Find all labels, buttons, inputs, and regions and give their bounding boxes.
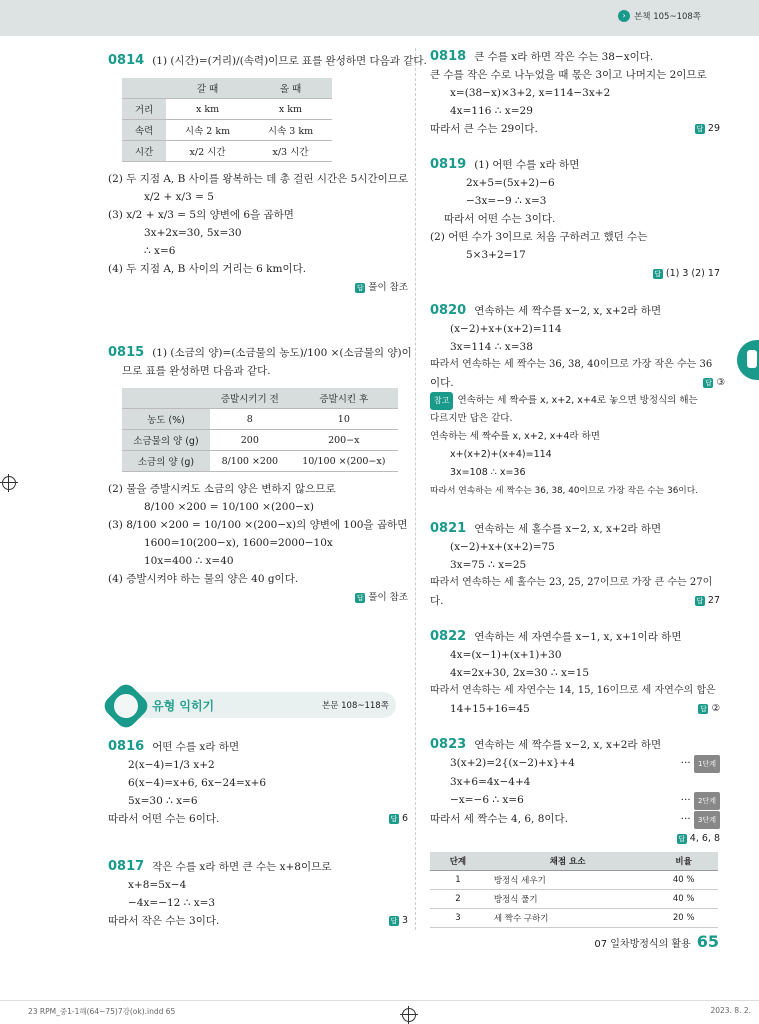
note-badge: 참고 [430,392,453,410]
column-divider [415,48,416,930]
problem-0817: 0817 작은 수를 x라 하면 큰 수는 x+8이므로 x+8=5x−4 −4x=−12 ∴ x=3 따라서 작은 수는 3이다. 답 3 [108,858,408,930]
answer-icon: 답 [678,835,686,843]
answer: 답 풀이 참조 [356,282,408,293]
note-box: 참고 연속하는 세 짝수를 x, x+2, x+4로 놓으면 방정식의 해는 다르지만 답은 같다. 연속하는 세 짝수를 x, x+2, x+4라 하면 x+(x+2)+(x+4)=114 3x=108 ∴ x=36 따라서 연속하는 세 짝수는 36, 38, 40이므로 가장 작은 수는 36이다. [430,392,725,500]
textbook-reference: › 본책 105~108쪽 [618,10,701,22]
answer-icon: 답 [356,594,364,602]
table-row: 3 세 짝수 구하기 20 % [430,909,718,928]
chapter-side-tab [737,340,759,380]
step-badge: 3단계 [694,811,720,829]
answer-icon: 답 [390,917,398,925]
answer-icon: 답 [654,270,662,278]
problem-0822: 0822 연속하는 세 자연수를 x−1, x, x+1이라 하면 4x=(x−1)+(x+1)+30 4x=2x+30, 2x=30 ∴ x=15 따라서 연속하는 세 자연수는 14, 15, 16이므로 세 자연수의 합은 14+15+16=45 답 ② [430,628,720,718]
table-row: 1 방정식 세우기 40 % [430,871,718,890]
answer: 답 ③ [705,377,725,388]
answer: 답 6 [390,813,408,824]
time-table: 갈 때 올 때 거리 x km x km 속력 시속 2 km 시속 3 km 시간 x/2 시간 x/3 시간 [122,78,332,162]
mascot-icon [114,694,138,718]
answer-icon: 답 [700,705,707,713]
problem-0821: 0821 연속하는 세 홀수를 x−2, x, x+2라 하면 (x−2)+x+(x+2)=75 3x=75 ∴ x=25 따라서 연속하는 세 홀수는 23, 25, 27이므로 가장 큰 수는 27이 다. 답 27 [430,520,720,610]
problem-0818: 0818 큰 수를 x라 하면 작은 수는 38−x이다. 큰 수를 작은 수로 나누었을 때 몫은 3이고 나머지는 2이므로 x=(38−x)×3+2, x=114−3x+2 4x=116 ∴ x=29 따라서 큰 수는 29이다. 답 29 [430,48,720,138]
print-info: 23 RPM_중1-1해(64~75)7강(ok).indd 65 [28,1007,176,1016]
footer-chapter: 07 일차방정식의 활용 65 [594,932,719,951]
page-number: 65 [696,932,719,951]
answer-icon: 답 [705,379,712,387]
step-badge: 2단계 [694,792,720,810]
answer: 답 3 [390,915,408,926]
chevron-right-icon: › [618,10,630,22]
problem-0823: 0823 연속하는 세 짝수를 x−2, x, x+2라 하면 3(x+2)=2{(x−2)+x}+4 ··· 1단계 3x+6=4x−4+4 −x=−6 ∴ x=6 ··· 2단계 따라서 세 짝수는 4, 6, 8이다. ··· 3단계 답 4, 6, 8 단계 채점 요소 비율 1 방정식 세우기 40 % 2 방정식 풀기 40 % 3 세 짝수 구하기 20 % [430,736,720,928]
problem-0815: 0815 (1) (소금의 양)=(소금물의 농도)/100 ×(소금물의 양)이 므로 표를 완성하면 다음과 같다. 증발시키기 전 증발시킨 후 농도 (%) 8 10 소금물의 양 (g) 200 200−x 소금의 양 (g) 8/100 ×200 10/100 ×(200−x) (2) 물을 증발시켜도 소금의 양은 변하지 않으므로 8/100 ×200 = 10/100 ×(200−x) (3) 8/100 ×200 = 10/100 ×(200−x)의 양변에 100을 곱하면 1600=10(200−x), 1600=2000−10x 10x=400 ∴ x=40 (4) 증발시켜야 하는 물의 양은 40 g이다. 답 풀이 참조 [108,344,408,607]
problem-0814: 0814 (1) (시간)=(거리)/(속력)이므로 표를 완성하면 다음과 같다. 갈 때 올 때 거리 x km x km 속력 시속 2 km 시속 3 km 시간 x/2 시간 x/3 시간 (2) 두 지점 A, B 사이를 왕복하는 데 총 걸린 시간은 5시간이므로 x/2 + x/3 = 5 (3) x/2 + x/3 = 5의 양변에 6을 곱하면 3x+2x=30, 5x=30 ∴ x=6 (4) 두 지점 A, B 사이의 거리는 6 km이다. 답 풀이 참조 [108,52,408,297]
answer-icon: 답 [696,597,704,605]
answer: 답 (1) 3 (2) 17 [654,268,720,279]
section-title: 유형 익히기 [152,699,215,713]
problem-number: 0814 [108,53,145,68]
table-row: 2 방정식 풀기 40 % [430,890,718,909]
answer: 답 29 [696,123,720,134]
problem-0820: 0820 연속하는 세 짝수를 x−2, x, x+2라 하면 (x−2)+x+(x+2)=114 3x=114 ∴ x=38 따라서 연속하는 세 짝수는 36, 38, 40이므로 가장 작은 수는 36 이다. 답 ③ 참고 연속하는 세 짝수를 x, x+2, x+4로 놓으면 방정식의 해는 다르지만 답은 같다. 연속하는 세 짝수를 x, x+2, x+4라 하면 x+(x+2)+(x+4)=114 3x=108 ∴ x=36 따라서 연속하는 세 짝수는 36, 38, 40이므로 가장 작은 수는 36이다. [430,302,725,500]
answer: 답 4, 6, 8 [678,833,720,844]
step-badge: 1단계 [694,755,720,773]
answer-icon: 답 [390,815,398,823]
answer: 답 ② [700,703,720,714]
answer: 답 풀이 참조 [356,592,408,603]
section-ref: 본문 108~118쪽 [322,701,389,711]
problem-0816: 0816 어떤 수를 x라 하면 2(x−4)=1/3 x+2 6(x−4)=x+6, 6x−24=x+6 5x=30 ∴ x=6 따라서 어떤 수는 6이다. 답 6 [108,738,408,828]
registration-mark-icon [2,476,16,490]
salt-table: 증발시키기 전 증발시킨 후 농도 (%) 8 10 소금물의 양 (g) 200 200−x 소금의 양 (g) 8/100 ×200 10/100 ×(200−x) [122,388,398,472]
answer: 답 27 [696,595,720,606]
print-date: 2023. 8. 2. [710,1006,751,1015]
answer-icon: 답 [696,125,704,133]
problem-0819: 0819 (1) 어떤 수를 x라 하면 2x+5=(5x+2)−6 −3x=−9 ∴ x=3 따라서 어떤 수는 3이다. (2) 어떤 수가 3이므로 처음 구하려고 했던 수는 5×3+2=17 답 (1) 3 (2) 17 [430,156,720,283]
grading-table: 단계 채점 요소 비율 1 방정식 세우기 40 % 2 방정식 풀기 40 % 3 세 짝수 구하기 20 % [430,852,718,928]
answer-icon: 답 [356,284,364,292]
registration-mark-icon [402,1008,416,1022]
print-line [0,1000,759,1001]
